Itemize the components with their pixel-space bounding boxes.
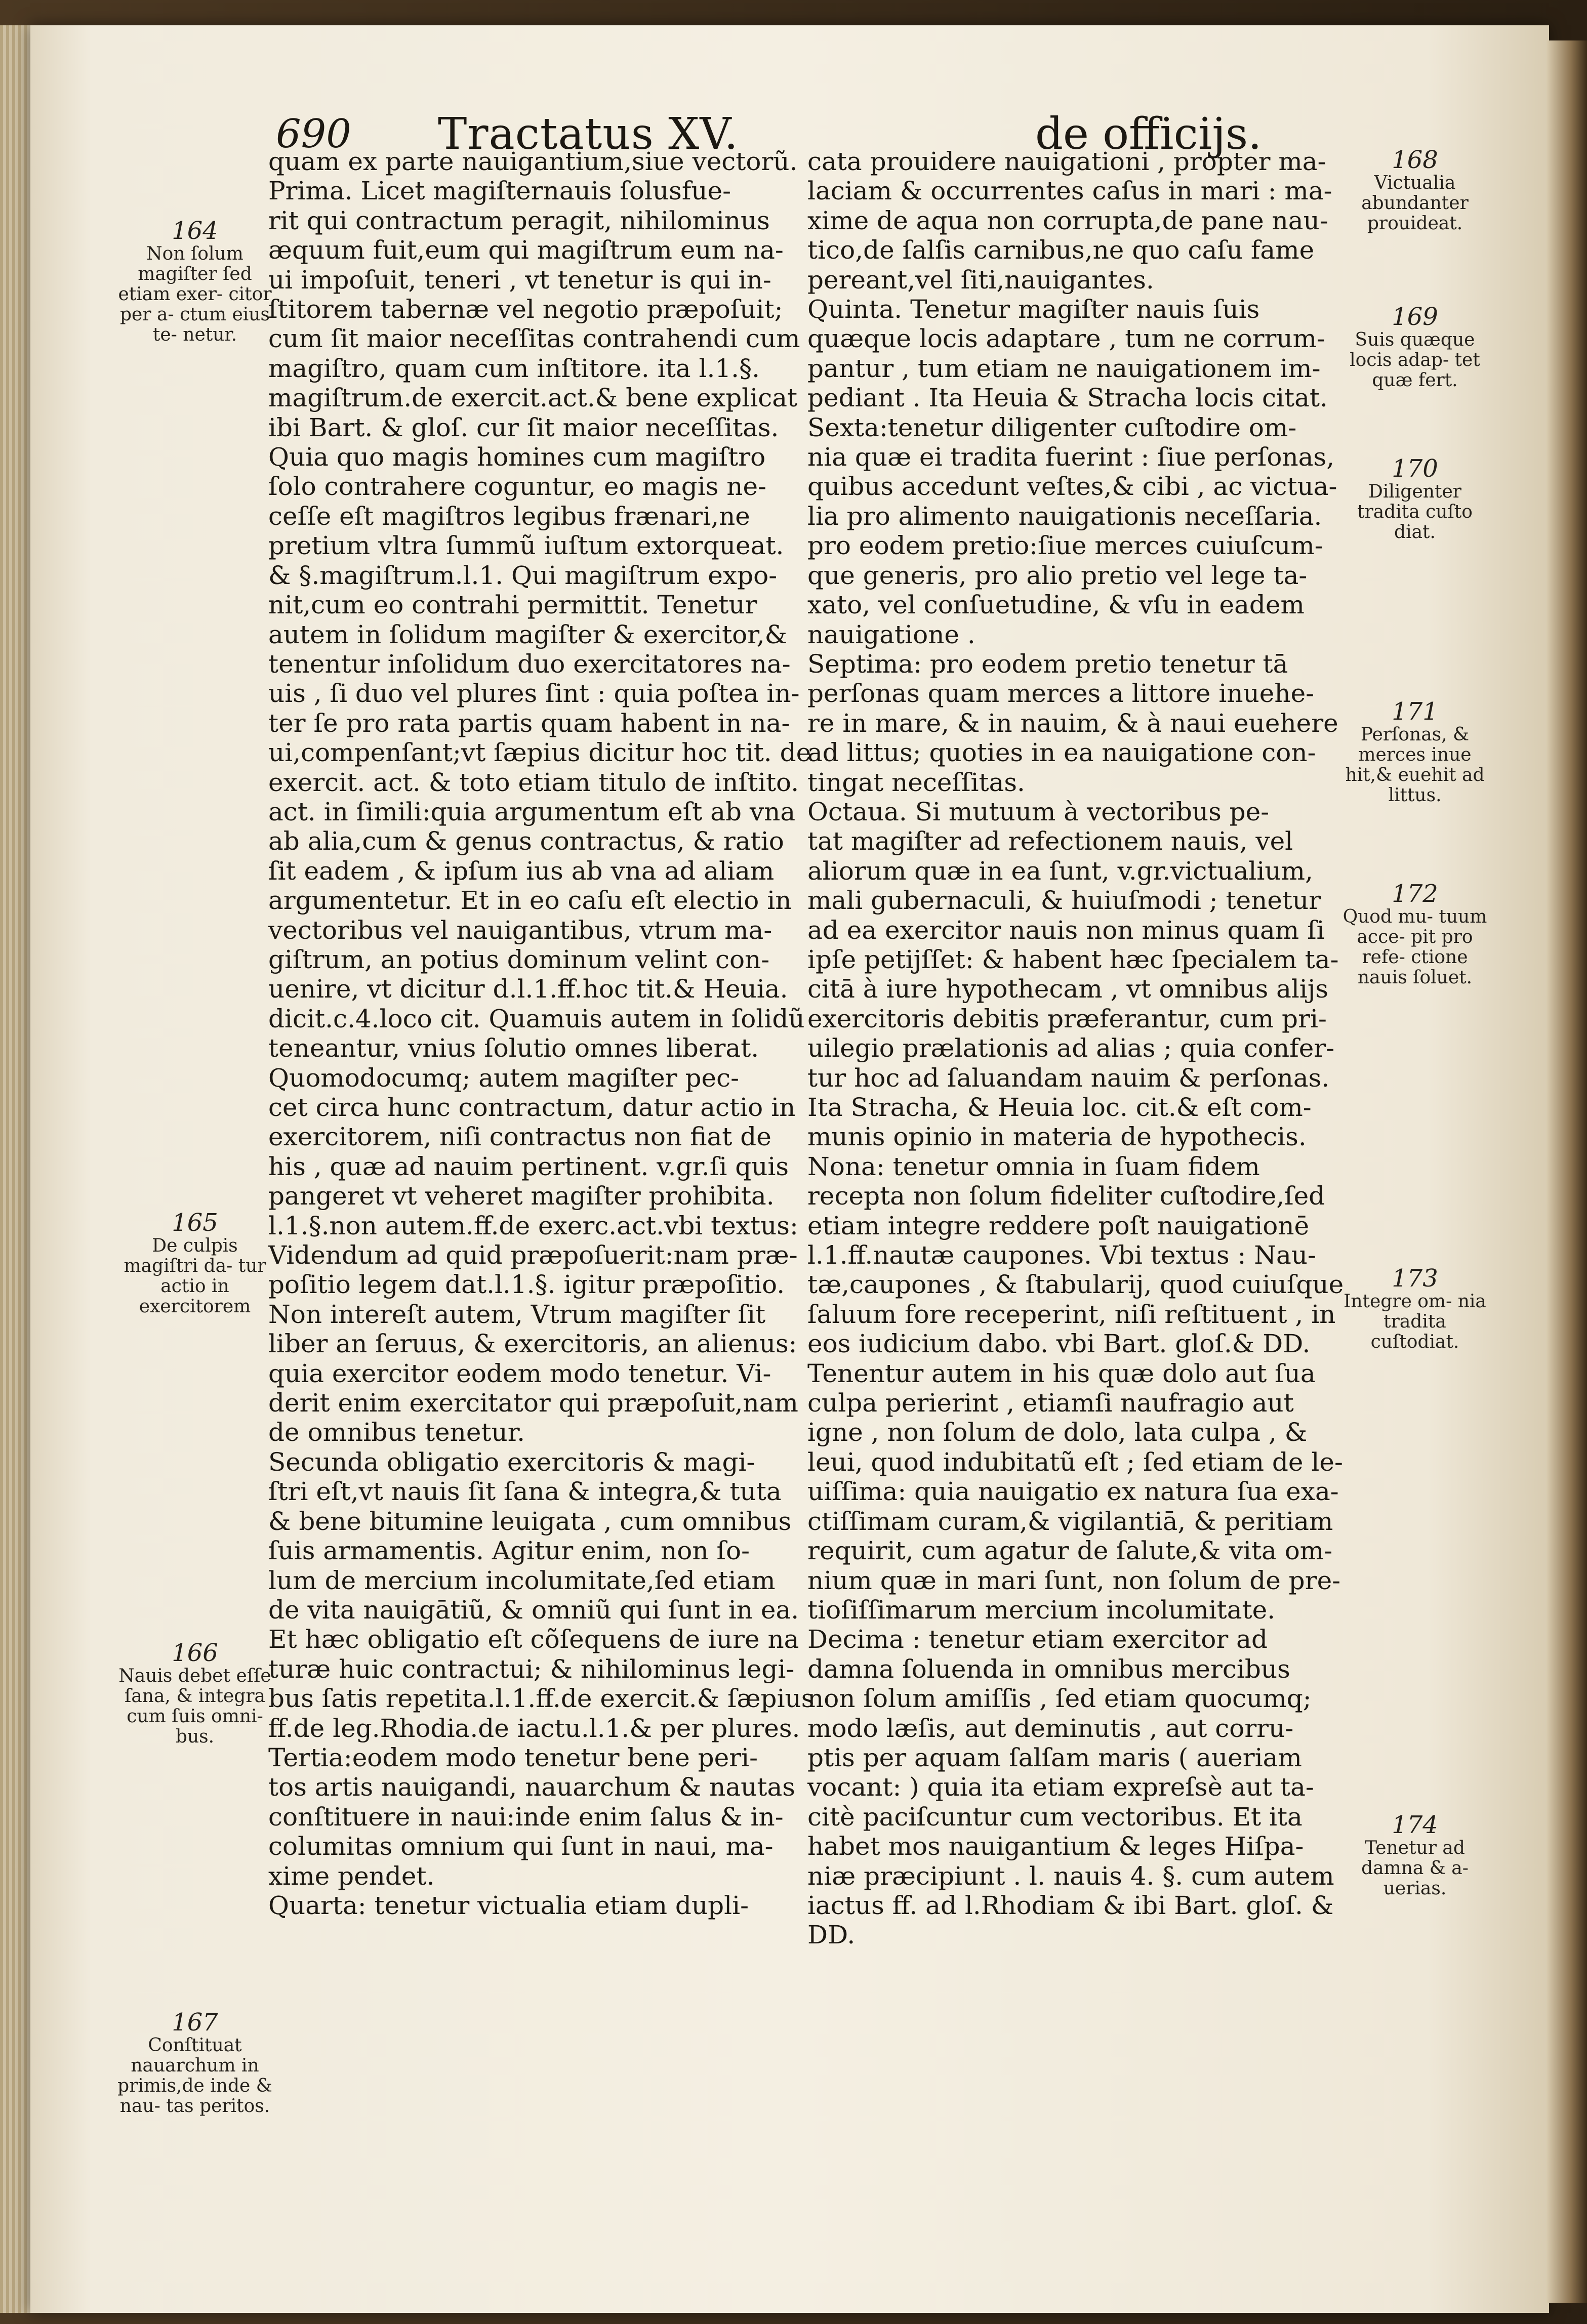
text-line: cata prouidere nauigationi , propter ma- [807, 147, 1326, 176]
text-line: Secunda obligatio exercitoris & magi- [268, 1447, 755, 1477]
margin-note-number: 171 [1392, 697, 1438, 726]
margin-note-text: Perſonas, & merces inue hit,& euehit ad littus. [1345, 724, 1485, 806]
margin-note [116, 1640, 273, 1747]
text-line: ſtitorem tabernæ vel negotio præpoſuit; [268, 295, 783, 324]
text-line: dicit.c.4.loco cit. Quamuis autem in ſolidũ [268, 1004, 805, 1033]
margin-note-number: 165 [172, 1209, 218, 1237]
margin-note-number: 169 [1392, 303, 1438, 331]
text-line: tenentur inſolidum duo exercitatores na- [268, 649, 791, 679]
text-line: act. in ſimili:quia argumentum eſt ab vna [268, 797, 796, 826]
text-line: ſtri eſt,vt nauis ſit ſana & integra,& tuta [268, 1477, 782, 1507]
text-line: de vita nauigātiũ, & omniũ qui ſunt in ea. [268, 1595, 799, 1625]
text-line: teneantur, vnius ſolutio omnes liberat. [268, 1033, 759, 1063]
text-line: Tertia:eodem modo tenetur bene peri- [268, 1742, 758, 1772]
text-line: tingat neceſſitas. [807, 767, 1025, 797]
margin-note-text: Tenetur ad damna & a- uerias. [1361, 1838, 1469, 1899]
text-line: requirit, cum agatur de ſalute,& vita om- [807, 1536, 1333, 1566]
text-line: ſit eadem , & ipſum ius ab vna ad aliam [268, 856, 775, 886]
text-line: conſtituere in naui:inde enim ſalus & in- [268, 1802, 784, 1832]
margin-note-text: Suis quæque locis adap- tet quæ fert. [1350, 329, 1480, 391]
text-line: recepta non ſolum fideliter cuſtodire,ſed [807, 1181, 1325, 1211]
text-line: eos iudicium dabo. vbi Bart. gloſ.& DD. [807, 1329, 1311, 1359]
running-title: Tractatus XV. [438, 109, 739, 159]
text-line: uis , ſi duo vel plures ſint : quia poſtea in- [268, 679, 800, 709]
text-line: nit,cum eo contrahi permittit. Tenetur [268, 590, 757, 620]
text-line: vocant: ) quia ita etiam expreſsè aut ta- [807, 1772, 1314, 1802]
right-text-column [807, 147, 1364, 1950]
text-line: habet mos nauigantium & leges Hiſpa- [807, 1832, 1304, 1861]
margin-note-text: Quod mu- tuum acce- pit pro refe- ctione nauis ſoluet. [1342, 906, 1487, 988]
margin-note-text: De culpis magiſtri da- tur actio in exercitorem [124, 1235, 266, 1317]
margin-note-number: 173 [1392, 1264, 1438, 1293]
margin-note [1339, 455, 1491, 543]
text-line: æquum fuit,eum qui magiſtrum eum na- [268, 235, 784, 265]
margin-note-number: 167 [172, 2008, 218, 2037]
text-line: re in mare, & in nauim, & à naui euehere [807, 708, 1338, 738]
text-line: Quarta: tenetur victualia etiam dupli- [268, 1890, 749, 1920]
text-line: exercitoris debitis præferantur, cum pri- [807, 1004, 1327, 1033]
margin-note-text: Integre om- nia tradita cuſtodiat. [1344, 1291, 1486, 1352]
text-line: Decima : tenetur etiam exercitor ad [807, 1625, 1268, 1654]
text-line: quia exercitor eodem modo tenetur. Vi- [268, 1358, 771, 1388]
text-line: poſitio legem dat.l.1.§. igitur præpoſitio. [268, 1270, 785, 1300]
margin-note [1339, 304, 1491, 391]
text-line: vectoribus vel nauigantibus, vtrum ma- [268, 915, 772, 945]
text-line: xime pendet. [268, 1861, 435, 1891]
text-line: tat magiſter ad refectionem nauis, vel [807, 826, 1293, 856]
text-line: giſtrum, an potius dominum velint con- [268, 944, 770, 974]
text-line: xato, vel conſuetudine, & vſu in eadem [807, 590, 1305, 620]
text-line: pereant,vel ſiti,nauigantes. [807, 265, 1154, 295]
text-line: etiam integre reddere poſt nauigationē [807, 1211, 1310, 1240]
text-line: Et hæc obligatio eſt cõſequens de iure na [268, 1625, 799, 1654]
text-line: perſonas quam merces a littore inuehe- [807, 679, 1315, 709]
text-line: uenire, vt dicitur d.l.1.ff.hoc tit.& Heuia. [268, 974, 788, 1004]
text-line: que generis, pro alio pretio vel lege ta- [807, 560, 1308, 590]
text-line: l.1.§.non autem.ff.de exerc.act.vbi textus: [268, 1211, 798, 1240]
text-line: pretium vltra ſummũ iuſtum extorqueat. [268, 531, 784, 561]
text-line: Quomodocumq; autem magiſter pec- [268, 1063, 739, 1093]
text-line: munis opinio in materia de hypothecis. [807, 1122, 1307, 1152]
text-line: magiſtrum.de exercit.act.& bene explicat [268, 383, 798, 413]
margin-note [1339, 698, 1491, 806]
text-line: pangeret vt veheret magiſter prohibita. [268, 1181, 775, 1211]
text-line: aliorum quæ in ea ſunt, v.gr.victualium, [807, 856, 1313, 886]
text-line: leui, quod indubitatũ eſt ; ſed etiam de le- [807, 1447, 1343, 1477]
text-line: ui,compenſant;vt ſæpius dicitur hoc tit. de [268, 738, 811, 768]
text-line: ptis per aquam ſalſam maris ( aueriam [807, 1742, 1302, 1772]
text-line: Sexta:tenetur diligenter cuſtodire om- [807, 412, 1297, 442]
text-line: lum de mercium incolumitate,ſed etiam [268, 1565, 776, 1595]
page-stack-right-edge [1547, 40, 1587, 2303]
text-line: ipſe petijſſet: & habent hæc ſpecialem ta- [807, 944, 1339, 974]
text-line: pantur , tum etiam ne nauigationem im- [807, 353, 1321, 383]
text-line: ff.de leg.Rhodia.de iactu.l.1.& per plures. [268, 1713, 800, 1743]
text-line: nia quæ ei tradita fuerint : ſiue perſonas, [807, 442, 1335, 472]
text-line: & §.magiſtrum.l.1. Qui magiſtrum expo- [268, 560, 778, 590]
margin-note [1339, 1265, 1491, 1352]
text-line: Non intereſt autem, Vtrum magiſter ſit [268, 1299, 766, 1329]
text-line: mali gubernaculi, & huiuſmodi ; tenetur [807, 886, 1321, 916]
margin-note-text: Diligenter tradita cuſto diat. [1357, 481, 1473, 543]
text-line: Ita Stracha, & Heuia loc. cit.& eſt com- [807, 1093, 1312, 1122]
text-line: Septima: pro eodem pretio tenetur tā [807, 649, 1288, 679]
running-title-right: de officijs. [1035, 109, 1262, 159]
text-line: ceſſe eſt magiſtros legibus frænari,ne [268, 501, 750, 531]
text-line: ctiſſimam curam,& vigilantiā, & peritiam [807, 1506, 1333, 1536]
margin-note-text: Nauis debet eſſe ſana, & integra cum ſuis omni- bus. [118, 1666, 271, 1747]
text-line: ſolo contrahere coguntur, eo magis ne- [268, 472, 766, 502]
text-line: DD. [807, 1920, 856, 1950]
text-line: ad ea exercitor nauis non minus quam ſi [807, 915, 1325, 945]
text-line: niæ præcipiunt . l. nauis 4. §. cum autem [807, 1861, 1334, 1891]
text-line: cum ſit maior neceſſitas contrahendi cum [268, 324, 800, 354]
text-line: columitas omnium qui ſunt in naui, ma- [268, 1832, 774, 1861]
margin-note [116, 1210, 273, 1317]
text-line: cet circa hunc contractum, datur actio in [268, 1093, 796, 1122]
text-line: tæ,caupones , & ſtabularij, quod cuiuſque [807, 1270, 1344, 1300]
text-line: pediant . Ita Heuia & Stracha locis citat. [807, 383, 1328, 413]
text-line: liber an ſeruus, & exercitoris, an alienus: [268, 1329, 797, 1359]
text-line: turæ huic contractui; & nihilominus legi- [268, 1654, 795, 1684]
text-line: Quinta. Tenetur magiſter nauis ſuis [807, 295, 1260, 324]
text-line: ui impoſuit, teneri , vt tenetur is qui in- [268, 265, 771, 295]
text-line: bus ſatis repetita.l.1.ff.de exercit.& ſæpius [268, 1684, 815, 1714]
margin-note [1339, 147, 1491, 234]
text-line: uilegio prælationis ad alias ; quia confer- [807, 1033, 1335, 1063]
margin-note-number: 172 [1392, 880, 1438, 908]
text-line: quibus accedunt veſtes,& cibi , ac victua- [807, 472, 1337, 502]
text-line: ibi Bart. & gloſ. cur ſit maior neceſſitas. [268, 412, 779, 442]
text-line: his , quæ ad nauim pertinent. v.gr.ſi quis [268, 1151, 789, 1181]
text-line: iactus ff. ad l.Rhodiam & ibi Bart. gloſ. & [807, 1890, 1334, 1920]
text-line: quæque locis adaptare , tum ne corrum- [807, 324, 1325, 354]
text-line: ab alia,cum & genus contractus, & ratio [268, 826, 784, 856]
text-line: rit qui contractum peragit, nihilominus [268, 205, 770, 235]
margin-note [1339, 1812, 1491, 1899]
text-line: de omnibus tenetur. [268, 1418, 525, 1447]
text-line: tioſiſſimarum mercium incolumitate. [807, 1595, 1276, 1625]
text-line: laciam & occurrentes caſus in mari : ma- [807, 176, 1332, 206]
text-line: non ſolum amiſſis , ſed etiam quocumq; [807, 1684, 1312, 1714]
text-line: nium quæ in mari ſunt, non ſolum de pre- [807, 1565, 1341, 1595]
text-line: tur hoc ad ſaluandam nauim & perſonas. [807, 1063, 1330, 1093]
text-line: l.1.ff.nautæ caupones. Vbi textus : Nau- [807, 1240, 1316, 1270]
text-line: Octaua. Si mutuum à vectoribus pe- [807, 797, 1270, 826]
text-line: uiſſima: quia nauigatio ex natura ſua exa- [807, 1477, 1339, 1507]
text-line: autem in ſolidum magiſter & exercitor,& [268, 619, 788, 649]
text-line: ſaluum fore receperint, niſi reſtituent , in [807, 1299, 1336, 1329]
margin-note-text: Victualia abundanter prouideat. [1361, 173, 1469, 234]
text-line: modo læſis, aut deminutis , aut corru- [807, 1713, 1294, 1743]
page-number: 690 [276, 111, 351, 157]
margin-note [116, 2009, 273, 2116]
margin-note-text: Conſtituat nauarchum in primis,de inde & nau- tas peritos. [117, 2035, 272, 2116]
text-line: ſuis armamentis. Agitur enim, non ſo- [268, 1536, 750, 1566]
text-line: Videndum ad quid præpoſuerit:nam præ- [268, 1240, 798, 1270]
margin-note-number: 164 [172, 217, 218, 245]
margin-note-number: 174 [1392, 1811, 1438, 1839]
text-line: ter ſe pro rata partis quam habent in na- [268, 708, 790, 738]
margin-note-number: 166 [172, 1639, 218, 1667]
margin-note-number: 168 [1392, 146, 1438, 174]
text-line: igne , non ſolum de dolo, lata culpa , & [807, 1418, 1308, 1447]
text-line: pro eodem pretio:ſiue merces cuiuſcum- [807, 531, 1323, 561]
text-line: lia pro alimento nauigationis neceſſaria. [807, 501, 1322, 531]
text-line: ad littus; quoties in ea nauigatione con- [807, 738, 1316, 768]
text-line: exercit. act. & toto etiam titulo de inſtito. [268, 767, 799, 797]
text-line: magiſtro, quam cum inſtitore. ita l.1.§. [268, 353, 760, 383]
text-line: tos artis nauigandi, nauarchum & nautas [268, 1772, 795, 1802]
text-line: tico,de ſalſis carnibus,ne quo caſu fame [807, 235, 1315, 265]
margin-note [116, 218, 273, 345]
text-line: citè paciſcuntur cum vectoribus. Et ita [807, 1802, 1303, 1832]
text-line: argumentetur. Et in eo caſu eſt electio in [268, 886, 792, 916]
text-line: Quia quo magis homines cum magiſtro [268, 442, 766, 472]
text-line: & bene bitumine leuigata , cum omnibus [268, 1506, 792, 1536]
text-line: Prima. Licet magiſternauis ſolusfue- [268, 176, 731, 206]
text-line: culpa perierint , etiamſi naufragio aut [807, 1388, 1294, 1418]
text-line: quam ex parte nauigantium,siue vectorũ. [268, 147, 798, 176]
text-line: Nona: tenetur omnia in ſuam fidem [807, 1151, 1260, 1181]
left-text-column [268, 147, 815, 1920]
text-line: Tenentur autem in his quæ dolo aut ſua [807, 1358, 1316, 1388]
margin-note-text: Non ſolum magiſter ſed etiam exer- citor per a- ctum eius te- netur. [118, 243, 272, 345]
margin-note [1339, 881, 1491, 988]
text-line: exercitorem, niſi contractus non fiat de [268, 1122, 771, 1152]
margin-note-number: 170 [1392, 454, 1438, 483]
text-line: xime de aqua non corrupta,de pane nau- [807, 205, 1328, 235]
text-line: damna ſoluenda in omnibus mercibus [807, 1654, 1290, 1684]
text-line: citā à iure hypothecam , vt omnibus alijs [807, 974, 1329, 1004]
text-line: derit enim exercitator qui præpoſuit,nam [268, 1388, 798, 1418]
text-line: nauigatione . [807, 619, 975, 649]
